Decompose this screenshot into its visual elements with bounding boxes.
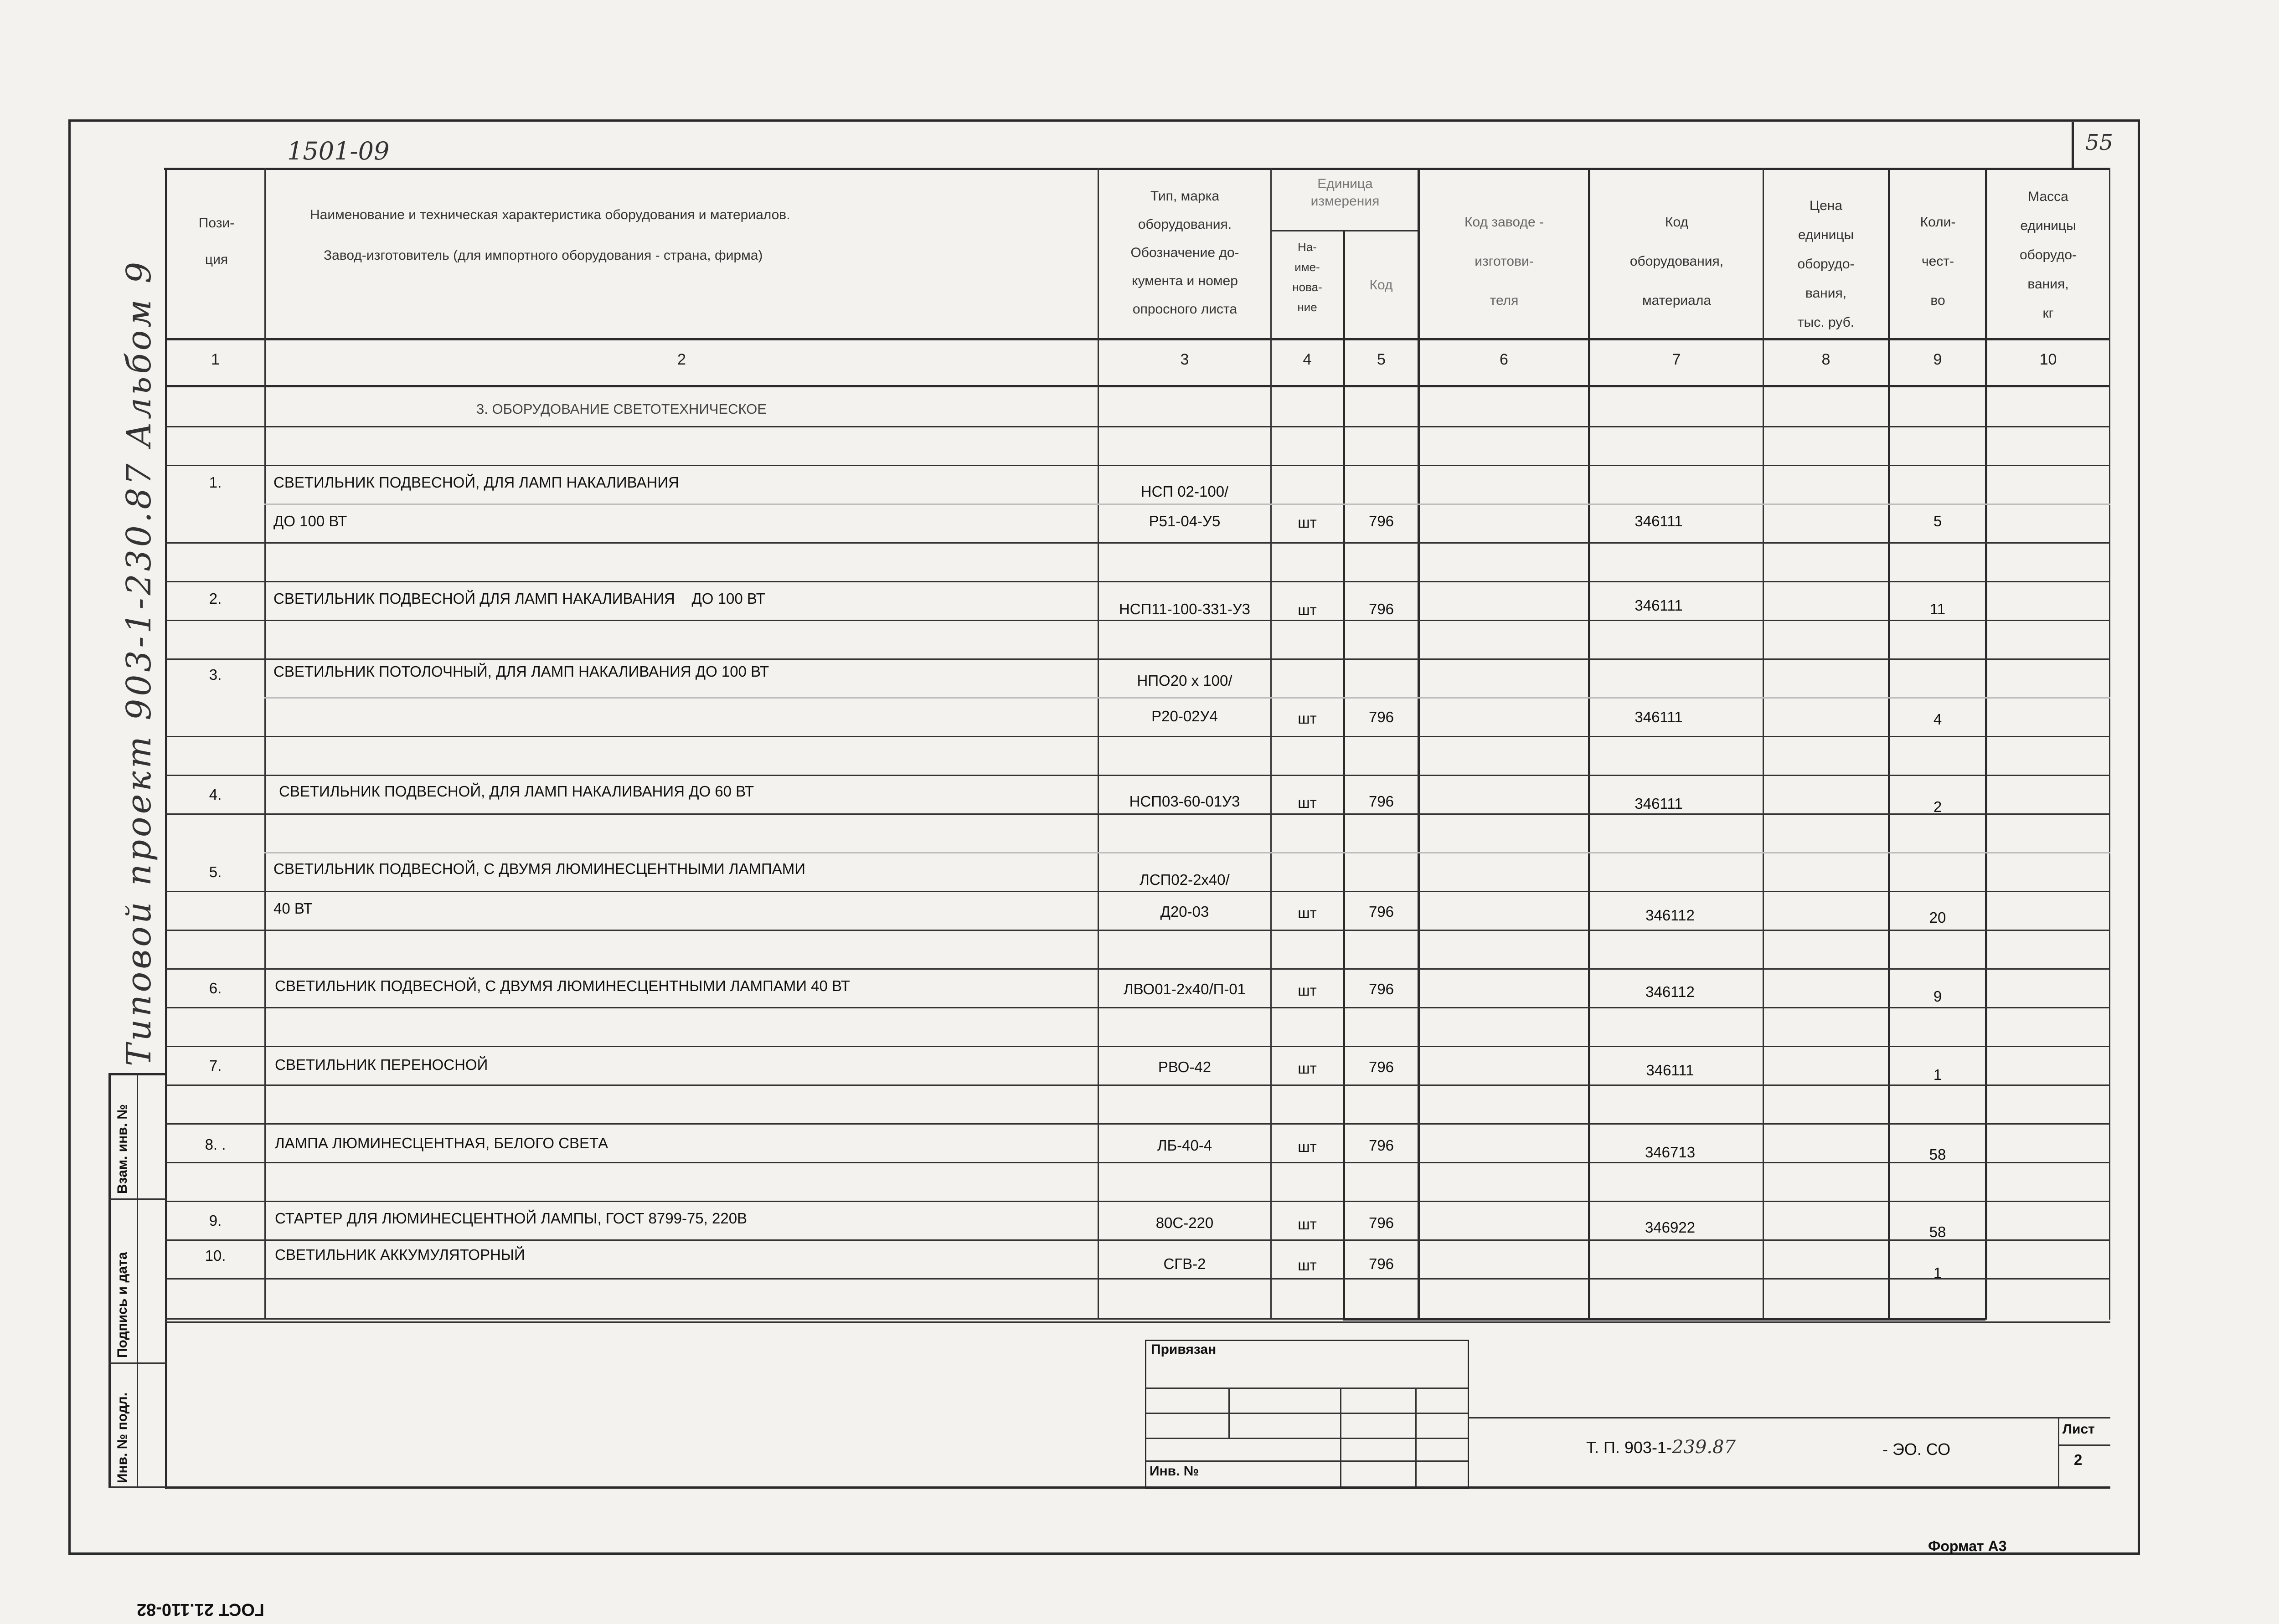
margin-box-left <box>108 1073 111 1488</box>
row-name: СВЕТИЛЬНИК ПОДВЕСНОЙ, ДЛЯ ЛАМП НАКАЛИВАНИЯ ДО 60 ВТ <box>279 783 754 800</box>
margin-label-replace: Взам. инв. № <box>115 1104 130 1194</box>
margin-box-mid <box>137 1073 138 1488</box>
header-price: Цена единицы оборудо- вания, тыс. руб. <box>1797 198 1855 330</box>
row-type: ЛБ-40-4 <box>1157 1137 1212 1154</box>
doc-code-prefix: Т. П. 903-1- <box>1586 1438 1672 1457</box>
row-material-code: 346111 <box>1634 513 1683 529</box>
row-unit: шт <box>1298 1257 1317 1274</box>
row-rule <box>165 736 2110 737</box>
side-title: Типовой проект 903-1-230.87 Альбом 9 <box>119 259 159 1066</box>
row-material-code: 346112 <box>1645 983 1695 1000</box>
col-number: 3 <box>1180 351 1189 368</box>
col-number: 8 <box>1821 351 1830 368</box>
row-rule <box>165 813 2110 815</box>
row-unit: шт <box>1298 514 1317 531</box>
doc-code <box>1586 1437 1736 1458</box>
header-name-line2: Завод-изготовитель (для импортного оборудования - страна, фирма) <box>324 248 763 263</box>
row-quantity: 58 <box>1929 1146 1946 1163</box>
page-number-box <box>2072 122 2074 168</box>
margin-box-row <box>108 1362 167 1364</box>
row-unit-code: 796 <box>1368 1214 1394 1231</box>
row-rule <box>165 891 2110 892</box>
col-number: 6 <box>1500 351 1508 368</box>
row-rule <box>165 1007 2110 1008</box>
col-line <box>1985 168 1987 1320</box>
row-type: ЛВО01-2х40/П-01 <box>1123 981 1246 997</box>
row-type: НПО20 х 100/ <box>1137 672 1232 689</box>
col-line <box>2109 168 2110 1320</box>
row-rule <box>165 1046 2110 1047</box>
row-unit-code: 796 <box>1368 793 1394 810</box>
col-number: 9 <box>1933 351 1942 368</box>
row-name: СВЕТИЛЬНИК АККУМУЛЯТОРНЫЙ <box>275 1246 525 1263</box>
row-unit-code: 796 <box>1368 513 1394 529</box>
row-quantity: 11 <box>1929 601 1946 617</box>
doc-suffix: - ЭО. СО <box>1882 1440 1951 1459</box>
col-number: 1 <box>211 351 220 368</box>
row-position: 3. <box>209 666 222 683</box>
row-type: 80С-220 <box>1155 1214 1214 1231</box>
row-rule <box>165 620 2110 621</box>
stamp-line <box>1145 1438 1468 1439</box>
row-type: РВО-42 <box>1158 1059 1212 1075</box>
row-material-code: 346111 <box>1634 795 1683 812</box>
row-rule <box>165 658 2110 660</box>
row-unit-code: 796 <box>1368 903 1394 920</box>
header-type: Тип, марка оборудования. Обозначение до- кумента и номер опросного листа <box>1130 189 1239 317</box>
row-name: СВЕТИЛЬНИК ПОДВЕСНОЙ ДЛЯ ЛАМП НАКАЛИВАНИЯ ДО 100 ВТ <box>273 590 765 607</box>
row-name: СВЕТИЛЬНИК ПОДВЕСНОЙ, С ДВУМЯ ЛЮМИНЕСЦЕНТНЫМИ ЛАМПАМИ 40 ВТ <box>275 977 850 994</box>
row-rule <box>264 852 2110 853</box>
sheet-number: 2 <box>2074 1451 2083 1468</box>
row-type: НСП 02-100/ <box>1140 483 1229 500</box>
row-type: Д20-03 <box>1160 903 1209 920</box>
row-position: 8. . <box>205 1136 226 1153</box>
row-rule <box>165 426 2110 427</box>
row-rule <box>165 1239 2110 1241</box>
header-mass: Масса единицы оборудо- вания, кг <box>2019 189 2077 321</box>
row-rule <box>165 465 2110 466</box>
row-quantity: 20 <box>1929 909 1946 926</box>
row-rule <box>165 1123 2110 1125</box>
row-name: СВЕТИЛЬНИК ПОДВЕСНОЙ, ДЛЯ ЛАМП НАКАЛИВАНИЯ <box>273 474 679 491</box>
row-unit: шт <box>1298 1060 1317 1077</box>
section-title: 3. ОБОРУДОВАНИЕ СВЕТОТЕХНИЧЕСКОЕ <box>476 401 767 417</box>
page-number: 55 <box>2085 130 2114 155</box>
row-material-code: 346111 <box>1634 597 1683 614</box>
margin-box-row <box>108 1198 167 1200</box>
margin-label-sign: Подпись и дата <box>115 1252 130 1358</box>
stamp-inv-label: Инв. № <box>1150 1464 1199 1479</box>
row-rule <box>165 1084 2110 1086</box>
row-unit-code: 796 <box>1368 1059 1394 1075</box>
row-rule <box>165 542 2110 544</box>
sheet-box-left <box>2058 1417 2059 1486</box>
row-position: 9. <box>209 1212 222 1229</box>
row-material-code: 346713 <box>1645 1144 1696 1161</box>
row-unit: шт <box>1298 601 1317 618</box>
doc-code-hand: 239.87 <box>1671 1437 1736 1458</box>
margin-label-inv: Инв. № подл. <box>115 1392 130 1483</box>
row-name: ДО 100 ВТ <box>273 513 347 529</box>
row-quantity: 9 <box>1933 988 1942 1005</box>
row-name: СВЕТИЛЬНИК ПЕРЕНОСНОЙ <box>275 1056 488 1073</box>
col-number: 7 <box>1672 351 1681 368</box>
row-quantity: 1 <box>1933 1264 1942 1281</box>
row-unit-code: 796 <box>1368 1137 1394 1154</box>
row-type: НСП11-100-331-У3 <box>1119 601 1251 617</box>
col-number: 2 <box>677 351 686 368</box>
inner-top-rule <box>164 168 2110 170</box>
col-number: 4 <box>1303 351 1312 368</box>
col-number: 10 <box>2039 351 2057 368</box>
table-bottom-rule-left <box>165 1318 1343 1320</box>
stamp-line <box>1145 1388 1468 1389</box>
row-quantity: 58 <box>1929 1223 1946 1240</box>
row-rule <box>165 930 2110 931</box>
row-rule <box>165 775 2110 776</box>
row-unit: шт <box>1298 982 1317 999</box>
stamp-rule <box>165 1321 2110 1323</box>
row-rule <box>165 968 2110 970</box>
row-unit: шт <box>1298 1138 1317 1155</box>
row-quantity: 1 <box>1933 1066 1942 1083</box>
sheet-box-mid <box>2058 1444 2110 1446</box>
row-name: СВЕТИЛЬНИК ПОДВЕСНОЙ, С ДВУМЯ ЛЮМИНЕСЦЕНТНЫМИ ЛАМПАМИ <box>273 860 805 877</box>
row-unit: шт <box>1298 905 1317 921</box>
sheet-label: Лист <box>2062 1422 2095 1437</box>
row-rule <box>165 1278 2110 1280</box>
stamp-bound-label: Привязан <box>1151 1342 1217 1357</box>
row-type: НСП03-60-01У3 <box>1129 793 1240 810</box>
row-quantity: 4 <box>1933 711 1942 728</box>
header-factory-code: Код заводе - изготови- теля <box>1464 215 1544 308</box>
row-name: СТАРТЕР ДЛЯ ЛЮМИНЕСЦЕНТНОЙ ЛАМПЫ, ГОСТ 8799-75, 220В <box>275 1210 748 1227</box>
row-position: 7. <box>209 1057 222 1074</box>
gost-label: ГОСТ 21.110-82 <box>137 1600 264 1619</box>
row-type: Р51-04-У5 <box>1149 513 1221 529</box>
row-material-code: 346922 <box>1645 1219 1696 1236</box>
row-rule <box>264 504 2110 505</box>
header-quantity: Коли- чест- во <box>1920 215 1956 308</box>
stamp-bottom-rule <box>165 1486 2110 1489</box>
stamp-line <box>1415 1388 1417 1486</box>
row-rule <box>165 1201 2110 1202</box>
row-name: 40 ВТ <box>273 900 313 917</box>
row-unit: шт <box>1298 1216 1317 1233</box>
stamp-right-rule <box>1468 1417 2110 1418</box>
row-material-code: 346111 <box>1646 1062 1694 1079</box>
colnum-bottom-rule <box>165 385 2110 387</box>
row-type: Р20-02У4 <box>1151 708 1218 725</box>
row-position: 6. <box>209 980 222 997</box>
col-line <box>1763 168 1764 1320</box>
row-material-code: 346111 <box>1634 709 1683 725</box>
row-name: ЛАМПА ЛЮМИНЕСЦЕНТНАЯ, БЕЛОГО СВЕТА <box>275 1135 608 1151</box>
stamp-line <box>1228 1388 1230 1438</box>
row-type: ЛСП02-2х40/ <box>1140 871 1230 888</box>
row-position: 2. <box>209 590 222 607</box>
stamp-line <box>1145 1413 1468 1414</box>
header-name-line1: Наименование и техническая характеристика оборудования и материалов. <box>310 207 790 222</box>
row-rule <box>264 697 2110 699</box>
row-quantity: 2 <box>1933 798 1942 815</box>
row-rule <box>165 1162 2110 1163</box>
row-rule <box>165 581 2110 582</box>
header-material-code: Код оборудования, материала <box>1629 215 1724 308</box>
header-position: Пози- ция <box>198 216 235 267</box>
row-unit-code: 796 <box>1368 709 1394 725</box>
row-position: 10. <box>205 1247 226 1264</box>
col-line <box>264 168 266 1320</box>
col-line <box>1418 168 1420 1320</box>
row-position: 1. <box>209 474 222 491</box>
row-type: СГВ-2 <box>1163 1255 1206 1272</box>
row-unit: шт <box>1298 794 1317 811</box>
handwritten-code: 1501-09 <box>287 137 390 165</box>
row-unit: шт <box>1298 710 1317 727</box>
row-unit-code: 796 <box>1368 1255 1394 1272</box>
header-bottom-rule <box>165 338 2110 340</box>
row-position: 5. <box>209 863 222 880</box>
row-unit-code: 796 <box>1368 981 1394 997</box>
row-quantity: 5 <box>1933 513 1942 529</box>
header-unit-group: Единица измерения <box>1310 176 1380 209</box>
format-label: Формат А3 <box>1928 1538 2007 1554</box>
row-material-code: 346112 <box>1645 907 1695 924</box>
header-name <box>273 207 1094 263</box>
col-line <box>1343 230 1345 1318</box>
header-unit-name: На- име- нова- ние <box>1292 240 1322 314</box>
stamp-line <box>1340 1388 1341 1486</box>
row-unit-code: 796 <box>1368 601 1394 617</box>
table-bottom-rule <box>1343 1318 1985 1321</box>
row-position: 4. <box>209 786 222 803</box>
stamp-line <box>1145 1460 1468 1462</box>
col-number: 5 <box>1377 351 1386 368</box>
header-unit-code: Код <box>1369 278 1393 293</box>
row-name: СВЕТИЛЬНИК ПОТОЛОЧНЫЙ, ДЛЯ ЛАМП НАКАЛИВАНИЯ ДО 100 ВТ <box>273 663 769 680</box>
unit-group-rule <box>1270 230 1418 231</box>
